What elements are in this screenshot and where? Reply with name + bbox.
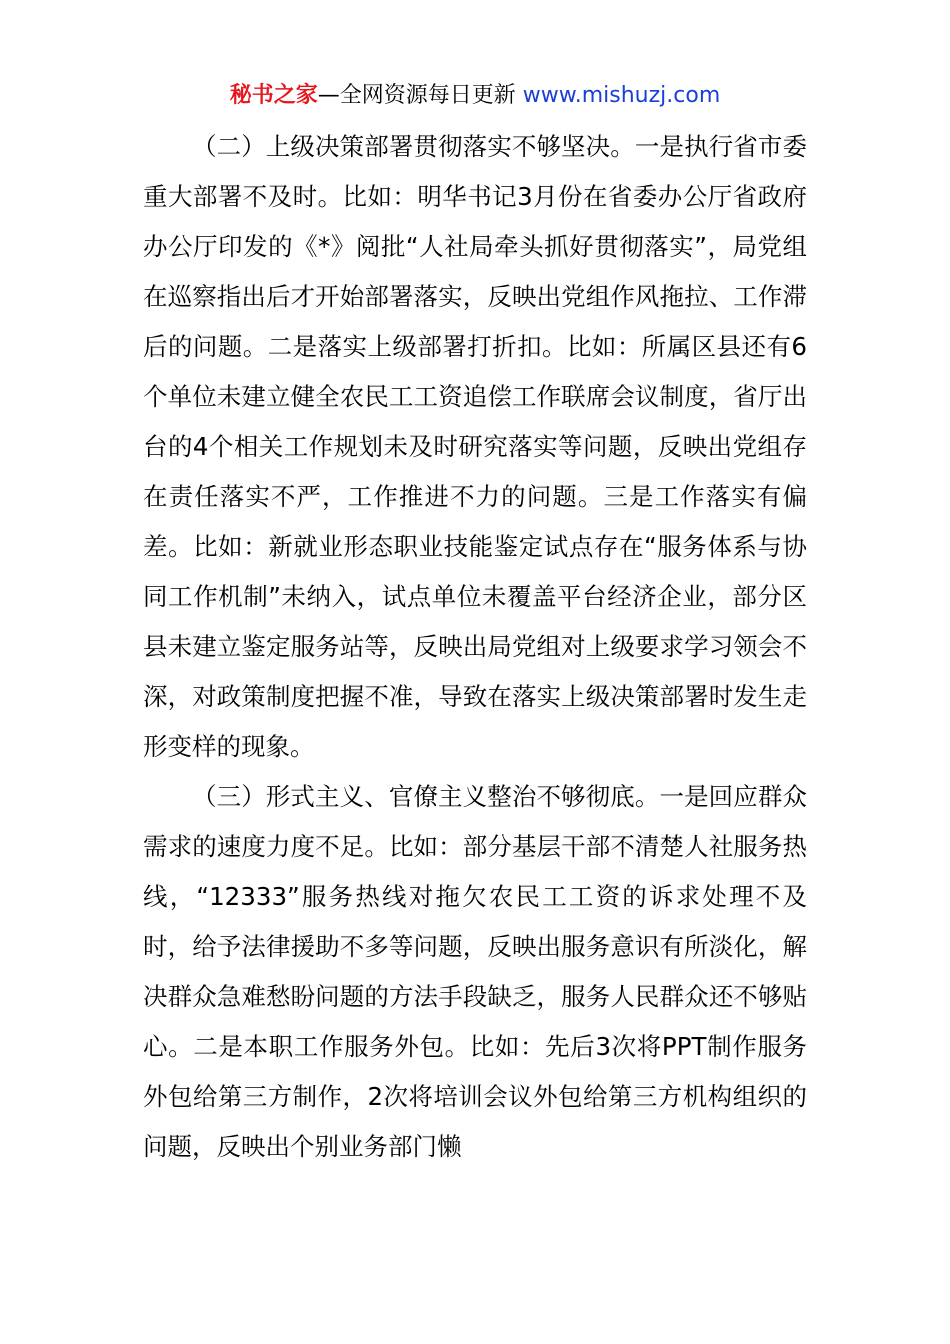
paragraph-section-3: （三）形式主义、官僚主义整治不够彻底。一是回应群众需求的速度力度不足。比如：部分基层干部不清楚人社服务热线，“12333”服务热线对拖欠农民工工资的诉求处理不及时，给予法律援助不多等问题，反映出服务意识有所淡化，解决群众急难愁盼问题的方法手段缺乏，服务人民群众还不够贴心。二是本职工作服务外包。比如：先后3次将PPT制作服务外包给第三方制作，2次将培训会议外包给第三方机构组织的问题，反映出个别业务部门懒 (143, 782, 807, 1161)
site-url[interactable]: www.mishuzj.com (522, 83, 721, 108)
paragraph-section-2: （二）上级决策部署贯彻落实不够坚决。一是执行省市委重大部署不及时。比如：明华书记3月份在省委办公厅省政府办公厅印发的《*》阅批“人社局牵头抓好贯彻落实”，局党组在巡察指出后才开始部署落实，反映出党组作风拖拉、工作滞后的问题。二是落实上级部署打折扣。比如：所属区县还有6个单位未建立健全农民工工资追偿工作联席会议制度，省厅出台的4个相关工作规划未及时研究落实等问题，反映出党组存在责任落实不严，工作推进不力的问题。三是工作落实有偏差。比如：新就业形态职业技能鉴定试点存在“服务体系与协同工作机制”未纳入，试点单位未覆盖平台经济企业，部分区县未建立鉴定服务站等，反映出局党组对上级要求学习领会不深，对政策制度把握不准，导致在落实上级决策部署时发生走形变样的现象。 (143, 132, 807, 761)
brand-name: 秘书之家 (229, 83, 318, 108)
header-tagline: —全网资源每日更新 (317, 83, 516, 108)
document-body (143, 122, 807, 1172)
page-header (0, 80, 950, 112)
